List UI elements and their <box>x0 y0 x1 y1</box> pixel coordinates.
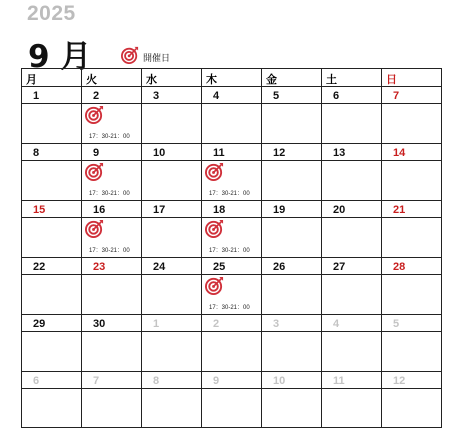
day-body <box>82 275 141 314</box>
day-body <box>262 161 321 200</box>
day-number: 11 <box>202 144 261 161</box>
day-body <box>22 218 81 257</box>
day-number: 17 <box>142 201 201 218</box>
day-body <box>322 218 381 257</box>
day-cell[interactable] <box>22 258 82 314</box>
day-body <box>202 104 261 143</box>
day-cell[interactable] <box>262 201 322 257</box>
target-icon <box>85 162 104 186</box>
day-number: 4 <box>202 87 261 104</box>
day-cell[interactable] <box>142 315 202 371</box>
day-number: 25 <box>202 258 261 275</box>
day-body <box>322 161 381 200</box>
day-number: 1 <box>142 315 201 332</box>
day-number: 4 <box>322 315 381 332</box>
day-number: 3 <box>262 315 321 332</box>
day-number: 2 <box>82 87 141 104</box>
day-body <box>22 389 81 428</box>
day-number: 16 <box>82 201 141 218</box>
day-number: 22 <box>22 258 81 275</box>
calendar-weeks <box>22 87 441 428</box>
day-body <box>382 275 441 314</box>
day-number: 20 <box>322 201 381 218</box>
day-cell[interactable] <box>202 87 262 143</box>
day-body <box>322 104 381 143</box>
day-number: 10 <box>142 144 201 161</box>
day-number: 14 <box>382 144 441 161</box>
day-body <box>382 218 441 257</box>
day-cell[interactable] <box>142 201 202 257</box>
calendar-grid <box>21 68 442 428</box>
day-number: 19 <box>262 201 321 218</box>
day-cell[interactable] <box>202 201 262 257</box>
day-body <box>142 104 201 143</box>
day-number: 12 <box>262 144 321 161</box>
day-body <box>142 275 201 314</box>
target-icon <box>205 219 224 243</box>
day-number: 12 <box>382 372 441 389</box>
target-icon <box>85 105 104 129</box>
day-number: 27 <box>322 258 381 275</box>
day-number: 11 <box>322 372 381 389</box>
day-body <box>262 218 321 257</box>
day-cell[interactable] <box>142 144 202 200</box>
day-body <box>202 275 261 314</box>
weekday-0: 月 <box>22 69 82 86</box>
day-number: 1 <box>22 87 81 104</box>
day-body <box>202 389 261 428</box>
day-cell[interactable] <box>382 201 441 257</box>
day-cell[interactable] <box>22 372 82 428</box>
day-cell[interactable] <box>82 372 142 428</box>
day-cell[interactable] <box>322 87 382 143</box>
day-body <box>202 161 261 200</box>
day-cell[interactable] <box>322 144 382 200</box>
day-body <box>322 332 381 371</box>
day-body <box>262 275 321 314</box>
day-cell[interactable] <box>202 372 262 428</box>
day-cell[interactable] <box>262 372 322 428</box>
day-number: 5 <box>262 87 321 104</box>
day-body <box>382 389 441 428</box>
day-number: 7 <box>382 87 441 104</box>
day-body <box>82 218 141 257</box>
day-body <box>382 104 441 143</box>
day-number: 15 <box>22 201 81 218</box>
day-number: 6 <box>322 87 381 104</box>
day-cell[interactable] <box>202 144 262 200</box>
day-body <box>262 104 321 143</box>
target-icon <box>121 46 139 69</box>
day-body <box>142 332 201 371</box>
day-number: 23 <box>82 258 141 275</box>
day-cell[interactable] <box>82 87 142 143</box>
day-body <box>142 389 201 428</box>
day-number: 2 <box>202 315 261 332</box>
day-body <box>82 389 141 428</box>
day-cell[interactable] <box>382 315 441 371</box>
target-icon <box>205 276 224 300</box>
event-time: 17：30-21：00 <box>209 305 250 311</box>
day-number: 13 <box>322 144 381 161</box>
weekday-3: 木 <box>202 69 262 86</box>
weekday-6: 日 <box>386 74 397 86</box>
event-time: 17：30-21：00 <box>89 191 130 197</box>
day-number: 9 <box>202 372 261 389</box>
week-row <box>22 87 441 144</box>
event-time: 17：30-21：00 <box>209 191 250 197</box>
day-body <box>322 275 381 314</box>
day-cell[interactable] <box>142 258 202 314</box>
day-cell[interactable] <box>82 201 142 257</box>
day-body <box>202 332 261 371</box>
day-body <box>262 332 321 371</box>
day-body <box>142 218 201 257</box>
month-title: 9 月 <box>28 39 92 75</box>
day-body <box>22 104 81 143</box>
target-icon <box>85 219 104 243</box>
week-row <box>22 315 441 372</box>
day-number: 7 <box>82 372 141 389</box>
day-cell[interactable] <box>202 315 262 371</box>
week-row <box>22 144 441 201</box>
week-row <box>22 258 441 315</box>
weekday-1: 火 <box>82 69 142 86</box>
day-body <box>22 161 81 200</box>
weekday-header <box>22 69 441 87</box>
day-cell[interactable] <box>22 315 82 371</box>
day-body <box>262 389 321 428</box>
day-cell[interactable] <box>82 315 142 371</box>
day-cell[interactable] <box>202 258 262 314</box>
day-number: 5 <box>382 315 441 332</box>
day-cell[interactable] <box>82 144 142 200</box>
day-cell[interactable] <box>262 144 322 200</box>
day-number: 26 <box>262 258 321 275</box>
day-body <box>22 332 81 371</box>
day-body <box>142 161 201 200</box>
day-cell[interactable] <box>382 87 441 143</box>
legend-label: 開催日 <box>143 53 171 63</box>
legend <box>121 46 170 69</box>
weekday-4: 金 <box>262 69 322 86</box>
day-cell[interactable] <box>322 372 382 428</box>
day-number: 3 <box>142 87 201 104</box>
day-body <box>382 161 441 200</box>
day-number: 6 <box>22 372 81 389</box>
day-number: 28 <box>382 258 441 275</box>
event-time: 17：30-21：00 <box>209 248 250 254</box>
day-number: 10 <box>262 372 321 389</box>
day-number: 18 <box>202 201 261 218</box>
day-number: 8 <box>22 144 81 161</box>
day-body <box>382 332 441 371</box>
day-number: 8 <box>142 372 201 389</box>
day-body <box>322 389 381 428</box>
day-cell[interactable] <box>382 144 441 200</box>
weekday-5: 土 <box>322 69 382 86</box>
day-body <box>82 332 141 371</box>
day-cell[interactable] <box>22 201 82 257</box>
event-time: 17：30-21：00 <box>89 248 130 254</box>
day-cell[interactable] <box>262 315 322 371</box>
day-number: 29 <box>22 315 81 332</box>
day-cell[interactable] <box>262 87 322 143</box>
day-body <box>82 104 141 143</box>
week-row <box>22 201 441 258</box>
day-cell[interactable] <box>322 315 382 371</box>
day-cell[interactable] <box>22 87 82 143</box>
day-cell[interactable] <box>322 258 382 314</box>
event-time: 17：30-21：00 <box>89 134 130 140</box>
day-cell[interactable] <box>322 201 382 257</box>
day-number: 9 <box>82 144 141 161</box>
day-number: 21 <box>382 201 441 218</box>
day-number: 30 <box>82 315 141 332</box>
weekday-2: 水 <box>142 69 202 86</box>
week-row <box>22 372 441 428</box>
target-icon <box>205 162 224 186</box>
day-cell[interactable] <box>262 258 322 314</box>
day-body <box>82 161 141 200</box>
day-body <box>202 218 261 257</box>
day-cell[interactable] <box>382 258 441 314</box>
day-cell[interactable] <box>82 258 142 314</box>
day-cell[interactable] <box>142 372 202 428</box>
day-cell[interactable] <box>382 372 441 428</box>
day-body <box>22 275 81 314</box>
day-cell[interactable] <box>22 144 82 200</box>
year-label: 2025 <box>27 2 76 25</box>
day-number: 24 <box>142 258 201 275</box>
day-cell[interactable] <box>142 87 202 143</box>
